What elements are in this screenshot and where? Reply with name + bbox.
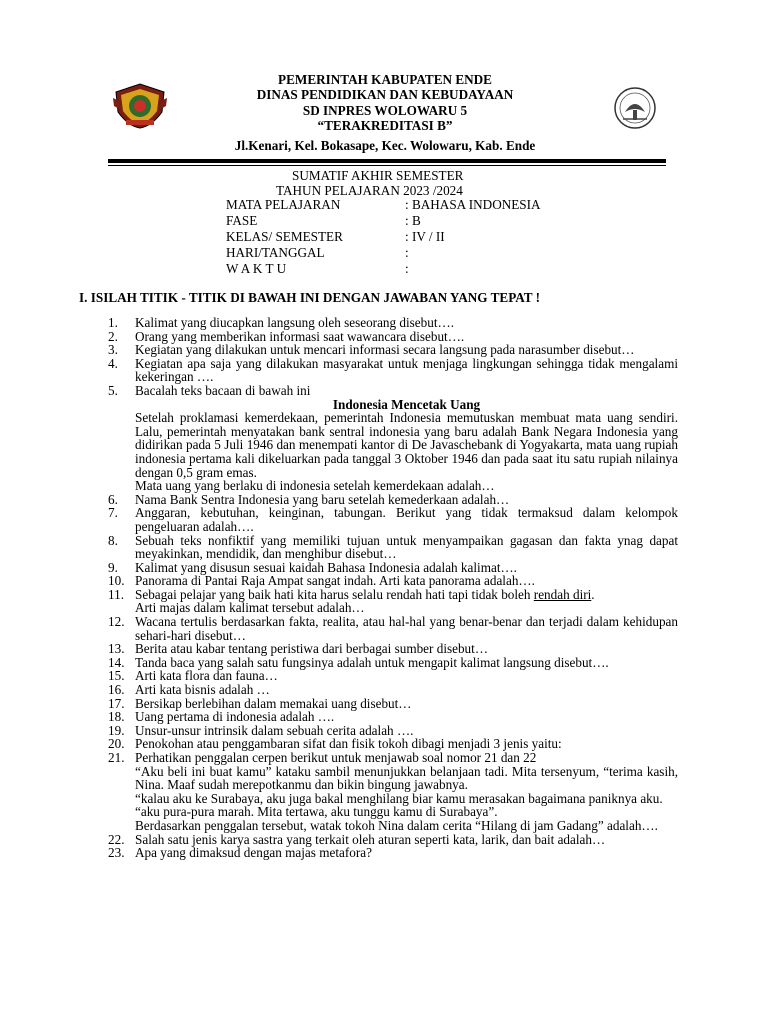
question-number: 7.	[108, 505, 118, 521]
question-item	[108, 561, 678, 575]
letterhead-thin-rule	[108, 165, 666, 166]
question-number: 5.	[108, 382, 118, 398]
question-number: 14.	[108, 654, 125, 670]
info-row-class	[226, 229, 541, 245]
question-number: 1.	[108, 315, 118, 330]
letterhead-accreditation: “TERAKREDITASI B”	[317, 118, 453, 134]
question-text: Arti kata bisnis adalah …	[135, 682, 270, 698]
question-item	[108, 697, 678, 711]
question-text: Nama Bank Sentra Indonesia yang baru setelah kemederkaan adalah…	[135, 491, 510, 507]
question-number: 9.	[108, 559, 118, 575]
question-number: 22.	[108, 831, 125, 847]
question-number: 18.	[108, 709, 125, 725]
question-number: 6.	[108, 491, 118, 507]
info-label: MATA PELAJARAN	[226, 197, 341, 212]
question-number: 4.	[108, 355, 118, 371]
question-item	[108, 357, 678, 384]
question-text-part: .	[591, 586, 595, 602]
question-item	[108, 737, 678, 751]
question-number: 20.	[108, 736, 125, 752]
question-text-part: Arti majas dalam kalimat tersebut adalah…	[135, 600, 365, 616]
question-number: 13.	[108, 641, 125, 657]
underlined-phrase: rendah diri	[533, 586, 592, 602]
question-text: Panorama di Pantai Raja Ampat sangat indah. Arti kata panorama adalah….	[135, 573, 535, 589]
info-label: KELAS/ SEMESTER	[226, 229, 343, 245]
info-label: FASE	[226, 213, 258, 229]
section-title: I. ISILAH TITIK - TITIK DI BAWAH INI DENGAN JAWABAN YANG TEPAT !	[79, 290, 541, 305]
story-question: Berdasarkan penggalan tersebut, watak tokoh Nina dalam cerita “Hilang di jam Gadang” adalah….	[135, 817, 658, 833]
question-item	[108, 642, 678, 656]
academic-year: TAHUN PELAJARAN 2023 /2024	[276, 183, 463, 198]
info-row-date	[226, 245, 541, 261]
question-number: 11.	[108, 586, 124, 602]
question-number: 12.	[108, 614, 125, 630]
question-text: Uang pertama di indonesia adalah ….	[135, 709, 335, 725]
question-item	[108, 493, 678, 507]
question-text: Salah satu jenis karya sastra yang terkait oleh aturan seperti kata, larik, dan bait adalah…	[135, 831, 606, 847]
letterhead	[160, 72, 610, 153]
question-item	[108, 506, 678, 533]
question-number: 2.	[108, 328, 118, 344]
question-number: 15.	[108, 668, 125, 684]
question-text: Penokohan atau penggambaran sifat dan fisik tokoh dibagi menjadi 3 jenis yaitu:	[135, 736, 562, 752]
question-item	[108, 588, 678, 615]
info-value: :	[405, 261, 409, 277]
question-text: Kalimat yang diucapkan langsung oleh seseorang disebut….	[135, 315, 454, 330]
question-item	[108, 683, 678, 697]
question-text: Bacalah teks bacaan di bawah ini	[135, 382, 311, 398]
info-value: : IV / II	[405, 229, 445, 245]
question-number: 10.	[108, 573, 125, 589]
info-row-subject	[226, 197, 541, 213]
question-item	[108, 330, 678, 344]
passage-question: Mata uang yang berlaku di indonesia setelah kemerdekaan adalah…	[135, 478, 495, 494]
letterhead-department: DINAS PENDIDIKAN DAN KEBUDAYAAN	[256, 87, 514, 103]
question-text: Tanda baca yang salah satu fungsinya adalah untuk mengapit kalimat langsung disebut….	[135, 654, 609, 670]
exam-title: SUMATIF AKHIR SEMESTER	[292, 168, 464, 183]
exam-info	[226, 197, 541, 277]
question-number: 3.	[108, 342, 118, 358]
letterhead-school: SD INPRES WOLOWARU 5	[302, 102, 468, 118]
info-value: : BAHASA INDONESIA	[405, 197, 541, 212]
question-item	[108, 724, 678, 738]
info-label: W A K T U	[226, 261, 287, 277]
question-text: Apa yang dimaksud dengan majas metafora?	[135, 845, 372, 861]
question-text: Wacana tertulis berdasarkan fakta, realita, atau hal-hal yang benar-benar dan terjadi dalam kehidupan sehari-hari disebut…	[135, 614, 678, 643]
question-text: Sebuah teks nonfiktif yang memiliki tujuan untuk menyampaikan gagasan dan fakta ynag dapat meyakinkan, mendidik, dan menghibur disebut…	[135, 532, 678, 562]
question-item	[108, 574, 678, 588]
question-item	[108, 656, 678, 670]
passage-body: Setelah proklamasi kemerdekaan, pemerintah Indonesia memutuskan membuat mata uang sendiri. Lalu, pemerintah menyatakan bank sentral indonesia yang baru adalah Bank Negara Indonesia yang didirikan pada 5 Juli 1946 dan menempati kantor di De Javaschebank di Yogyakarta, mata uang rupiah indonesia pertama kali dikeluarkan pada tanggal 3 Oktober 1946 dan pada saat itu satu rupiah nilainya dengan 0,5 gram emas.	[135, 410, 678, 480]
letterhead-government: PEMERINTAH KABUPATEN ENDE	[278, 72, 492, 87]
question-text: Arti kata flora dan fauna…	[135, 668, 278, 684]
question-text: Bersikap berlebihan dalam memakai uang disebut…	[135, 695, 412, 711]
info-row-phase	[226, 213, 541, 229]
question-number: 23.	[108, 845, 125, 861]
question-list	[108, 316, 678, 860]
info-value: : B	[405, 213, 421, 229]
question-item	[108, 343, 678, 357]
passage-title: Indonesia Mencetak Uang	[332, 396, 481, 412]
question-number: 19.	[108, 722, 125, 738]
info-label: HARI/TANGGAL	[226, 245, 325, 261]
question-text: Kegiatan yang dilakukan untuk mencari informasi secara langsung pada narasumber disebut…	[135, 342, 635, 358]
question-number: 8.	[108, 532, 118, 548]
question-number: 16.	[108, 682, 125, 698]
letterhead-address: Jl.Kenari, Kel. Bokasape, Kec. Wolowaru, Kab. Ende	[234, 137, 536, 153]
info-row-time	[226, 261, 541, 277]
question-item	[108, 833, 678, 847]
question-text-part: Sebagai pelajar yang baik hati kita harus selalu rendah hati tapi tidak boleh	[135, 586, 534, 602]
question-text: Kegiatan apa saja yang dilakukan masyarakat untuk menjaga lingkungan sehingga tidak mengalami kekeringan ….	[135, 355, 678, 385]
letterhead-thick-rule	[108, 159, 666, 163]
question-number: 21.	[108, 750, 125, 765]
story-excerpt-line: “kalau aku ke Surabaya, aku juga bakal menghilang biar kamu merasakan bagaimana paniknya aku.	[135, 790, 663, 806]
question-item	[108, 534, 678, 561]
question-text: Berita atau kabar tentang peristiwa dari berbagai sumber disebut…	[135, 641, 489, 657]
question-text: Unsur-unsur intrinsik dalam sebuah cerita adalah ….	[135, 722, 414, 738]
question-text: Kalimat yang disusun sesuai kaidah Bahasa Indonesia adalah kalimat….	[135, 559, 517, 575]
question-item	[108, 669, 678, 683]
story-excerpt-line: “Aku beli ini buat kamu” kataku sambil menunjukkan belanjaan tadi. Mita tersenyum, “terima kasih, Nina. Maaf sudah merepotkanmu dan bikin bingung jawabnya.	[135, 763, 678, 793]
question-text: Perhatikan penggalan cerpen berikut untuk menjawab soal nomor 21 dan 22	[135, 750, 537, 765]
story-excerpt-line: “aku pura-pura marah. Mita tertawa, aku tunggu kamu di Surabaya”.	[135, 804, 498, 820]
question-number: 17.	[108, 695, 125, 711]
question-item	[108, 316, 678, 330]
question-item	[108, 846, 678, 860]
question-item	[108, 615, 678, 642]
question-text	[135, 588, 678, 615]
tut-wuri-handayani-icon	[611, 86, 659, 130]
question-text: Orang yang memberikan informasi saat wawancara disebut….	[135, 328, 465, 344]
question-text: Anggaran, kebutuhan, keinginan, tabungan. Berikut yang tidak termaksud dalam kelompok pengeluaran adalah….	[135, 505, 678, 534]
question-item	[108, 710, 678, 724]
question-item	[108, 751, 678, 765]
question-item	[108, 384, 678, 398]
info-value: :	[405, 245, 409, 261]
